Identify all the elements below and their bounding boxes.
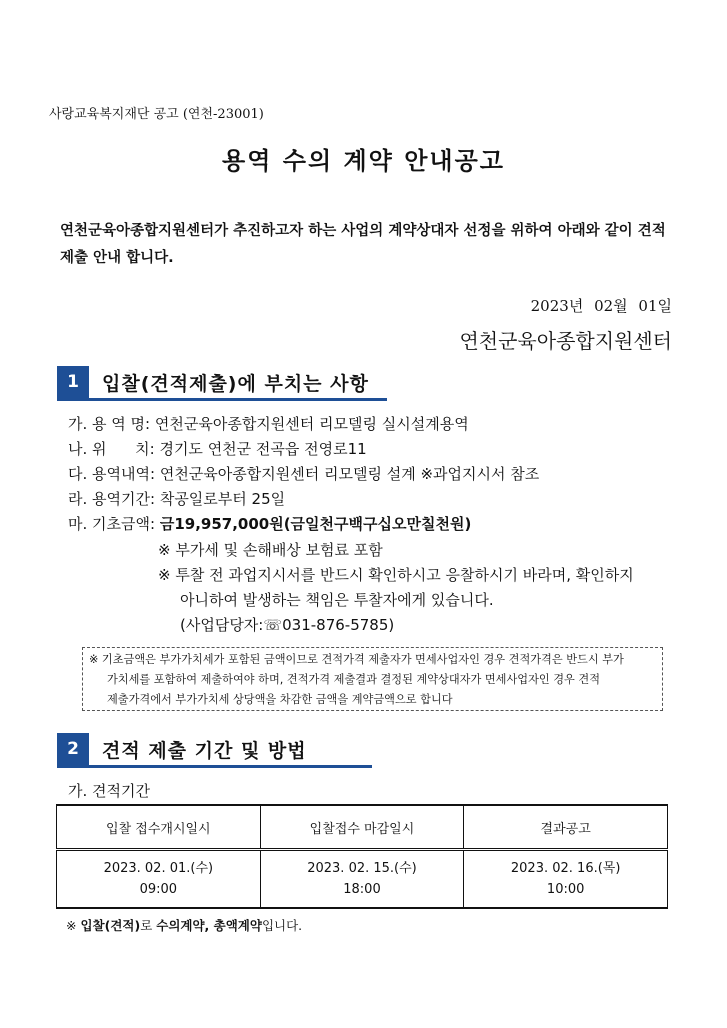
contract-type-footnote (66, 916, 302, 934)
box-line: 제출가격에서 부가가치세 상당액을 차감한 금액을 계약금액으로 합니다 (107, 693, 453, 706)
notice-number: 사랑교육복지재단 공고 (연천-23001) (49, 107, 264, 122)
section2-header (57, 733, 387, 765)
item-label: 라. 용역기간: (68, 490, 156, 508)
item-value: 경기도 연천군 전곡읍 전영로11 (159, 440, 367, 458)
vat-notice-box (82, 647, 663, 711)
footnote-bold: 수의계약, 총액계약 (156, 918, 262, 933)
footnote-text: 입니다. (261, 918, 303, 933)
item-label: 나. 위 치: (68, 440, 155, 458)
note: 아니하여 발생하는 책임은 투찰자에게 있습니다. (180, 591, 494, 609)
item-label: 가. 용 역 명: (68, 415, 151, 433)
section2-number: 2 (57, 733, 89, 765)
item-value: 연천군육아종합지원센터 리모델링 설계 ※과업지시서 참조 (159, 465, 540, 483)
intro-line: 제출 안내 합니다. (60, 250, 174, 266)
section1-title: 입찰(견적제출)에 부치는 사항 (102, 373, 369, 395)
footnote-bold: 입찰(견적) (80, 918, 141, 933)
table-cell (57, 850, 261, 909)
section1-underline (57, 398, 387, 401)
table-cell (464, 850, 668, 909)
box-line: 가치세를 포함하여 제출하여야 하며, 견적가격 제출결과 결정된 계약상대자가 면세사업자인 경우 견적 (107, 673, 601, 686)
box-line: ※ 기초금액은 부가가치세가 포함된 금액이므로 견적가격 제출자가 면세사업자인 경우 견적가격은 반드시 부가 (89, 653, 624, 666)
intro-line: 연천군육아종합지원센터가 추진하고자 하는 사업의 계약상대자 선정을 위하여 아래와 같이 견적 (60, 223, 666, 239)
notice-date: 2023년 02월 01일 (530, 297, 672, 315)
footnote-text: 로 (140, 918, 157, 933)
cell-time: 09:00 (139, 882, 178, 897)
cell-date: 2023. 02. 16.(목) (510, 861, 621, 876)
cell-date: 2023. 02. 15.(수) (307, 861, 417, 876)
note: ※ 부가세 및 손해배상 보험료 포함 (158, 541, 383, 559)
table-cell (260, 850, 464, 909)
list-item (68, 462, 539, 487)
section2-underline (57, 765, 372, 768)
list-item (68, 412, 539, 437)
base-amount: 금19,957,000원(금일천구백구십오만칠천원) (159, 515, 472, 533)
organization-name: 연천군육아종합지원센터 (459, 329, 672, 353)
item-label: 다. 용역내역: (68, 465, 156, 483)
cell-time: 18:00 (343, 882, 381, 897)
item-value: 연천군육아종합지원센터 리모델링 실시설계용역 (154, 415, 469, 433)
section1-header (57, 366, 397, 398)
contact-note: (사업담당자:☏031-876-5785) (180, 616, 395, 634)
table-row (57, 850, 668, 909)
list-item (68, 512, 539, 537)
intro-paragraph (60, 218, 670, 272)
cell-time: 10:00 (546, 882, 585, 897)
list-item (68, 437, 539, 462)
table-header: 결과공고 (464, 805, 668, 850)
section1-items (68, 412, 539, 537)
estimate-period-label: 가. 견적기간 (68, 782, 150, 800)
note: ※ 투찰 전 과업지시서를 반드시 확인하시고 응찰하시기 바라며, 확인하지 (158, 566, 634, 584)
item-value: 착공일로부터 25일 (159, 490, 286, 508)
item-label: 마. 기초금액: (68, 515, 156, 533)
table-header: 입찰 접수개시일시 (57, 805, 261, 850)
section1-notes (158, 538, 668, 638)
section2-title: 견적 제출 기간 및 방법 (102, 740, 307, 762)
schedule-table (56, 804, 668, 909)
section1-number: 1 (57, 366, 89, 398)
cell-date: 2023. 02. 01.(수) (103, 861, 214, 876)
page-title: 용역 수의 계약 안내공고 (222, 147, 505, 175)
table-header: 입찰접수 마감일시 (260, 805, 464, 850)
list-item (68, 487, 539, 512)
footnote-prefix: ※ (66, 918, 81, 933)
